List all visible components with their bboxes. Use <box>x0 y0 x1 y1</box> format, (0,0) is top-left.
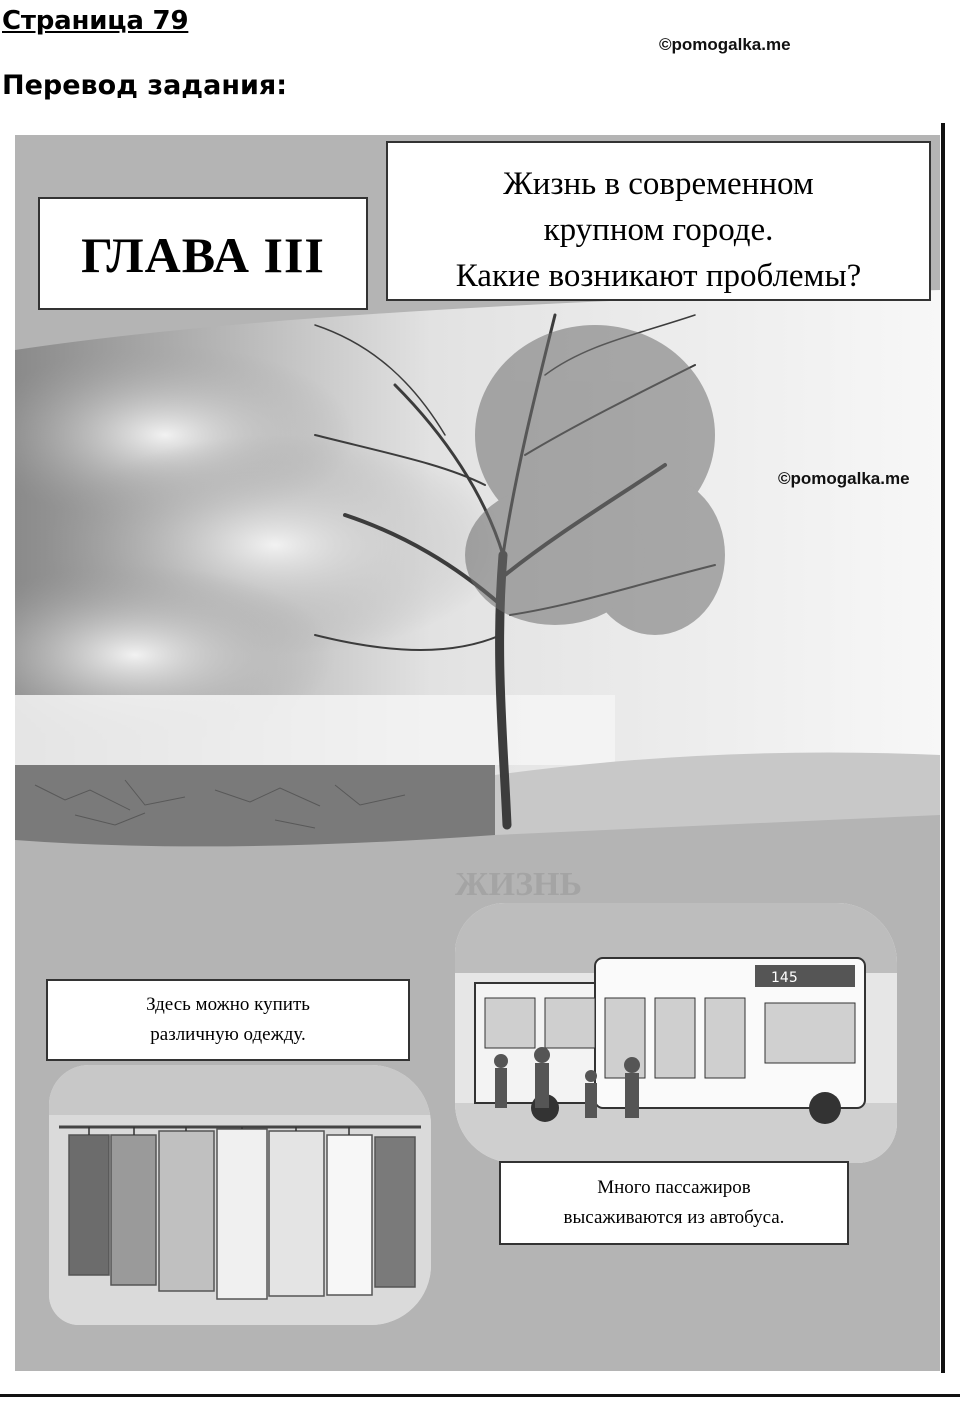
svg-text:ЖИЗНЬ: ЖИЗНЬ <box>455 866 582 903</box>
chapter-topic-line: Какие возникают проблемы? <box>455 258 862 294</box>
bus-caption <box>499 1161 849 1245</box>
watermark-top: ©pomogalka.me <box>659 35 791 54</box>
clothing-rack-photo <box>49 1065 431 1325</box>
chapter-topic-line: крупном городе. <box>543 212 774 248</box>
textbook-page-scan <box>15 135 940 1371</box>
clothing-caption <box>46 979 410 1061</box>
chapter-heading-box <box>38 197 368 310</box>
chapter-topic-box <box>386 141 931 301</box>
section-title: Перевод задания: <box>2 70 288 101</box>
scan-right-border <box>941 123 945 1373</box>
watermark-middle: ©pomogalka.me <box>778 469 910 488</box>
bus-route-number: 145 <box>771 970 798 986</box>
chapter-heading: ГЛАВА III <box>81 227 325 283</box>
bus-caption-line: высаживаются из автобуса. <box>563 1207 785 1228</box>
bus-stop-photo <box>455 903 897 1163</box>
page-title: Страница 79 <box>2 6 189 36</box>
bottom-divider <box>0 1394 960 1397</box>
chapter-topic-line: Жизнь в современном <box>503 166 814 202</box>
clothing-caption-line: Здесь можно купить <box>146 994 310 1015</box>
bus-caption-line: Много пассажиров <box>597 1177 751 1198</box>
clothing-caption-line: различную одежду. <box>150 1024 306 1045</box>
